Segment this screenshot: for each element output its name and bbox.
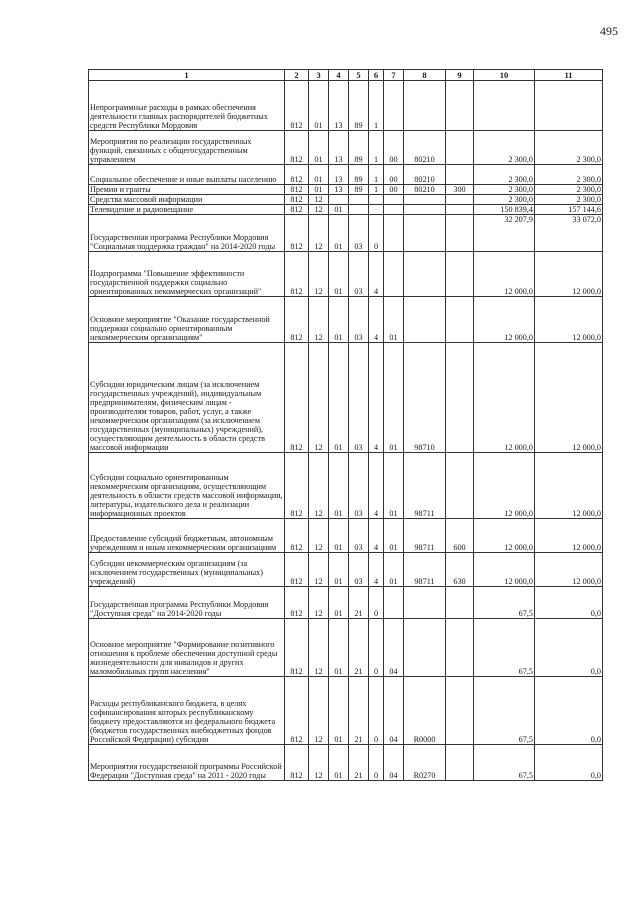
code-cell: 01 (329, 587, 349, 619)
code-cell: 01 (329, 619, 349, 677)
code-cell: 812 (285, 619, 309, 677)
amount-2020-cell: 157 144,6 (535, 205, 603, 215)
code-cell: 12 (309, 205, 329, 215)
code-cell (404, 297, 446, 343)
code-cell: 01 (384, 453, 404, 519)
amount-2020-cell: 0,0 (535, 587, 603, 619)
amount-2020-cell: 0,0 (535, 677, 603, 745)
code-cell: 812 (285, 165, 309, 185)
budget-table-body (89, 81, 603, 781)
code-cell (369, 195, 384, 205)
code-cell: R0000 (404, 677, 446, 745)
code-cell: 01 (329, 252, 349, 297)
row-name-cell: Государственная программа Республики Мордовия "Социальная поддержка граждан" на 2014-2020 годы (89, 215, 285, 252)
amount-2019-cell: 2 300,0 (474, 131, 535, 165)
amount-2019-cell (474, 81, 535, 131)
code-cell: 812 (285, 81, 309, 131)
code-cell: 12 (309, 587, 329, 619)
amount-2020-cell: 2 300,0 (535, 185, 603, 195)
code-cell: 812 (285, 215, 309, 252)
code-cell: 1 (369, 185, 384, 195)
code-cell: 4 (369, 453, 384, 519)
amount-2019-cell: 67,5 (474, 587, 535, 619)
col-header: 9 (446, 70, 474, 81)
table-row (89, 297, 603, 343)
amount-2019-cell: 2 300,0 (474, 195, 535, 205)
code-cell: 1 (369, 131, 384, 165)
table-row (89, 165, 603, 185)
code-cell: 0 (369, 745, 384, 781)
code-cell (404, 195, 446, 205)
row-name-cell: Телевидение и радиовещание (89, 205, 285, 215)
code-cell: 98711 (404, 453, 446, 519)
code-cell: 01 (329, 453, 349, 519)
code-cell: 812 (285, 195, 309, 205)
code-cell: 01 (329, 553, 349, 587)
code-cell: 00 (384, 165, 404, 185)
code-cell: 03 (349, 519, 369, 553)
code-cell: 812 (285, 252, 309, 297)
code-cell (384, 205, 404, 215)
code-cell (446, 131, 474, 165)
amount-2020-cell: 12 000,0 (535, 252, 603, 297)
code-cell: 01 (309, 131, 329, 165)
amount-2019-cell: 12 000,0 (474, 343, 535, 453)
table-row (89, 195, 603, 205)
code-cell: 01 (309, 81, 329, 131)
table-row (89, 81, 603, 131)
code-cell (446, 619, 474, 677)
code-cell: 03 (349, 297, 369, 343)
code-cell: 812 (285, 343, 309, 453)
code-cell: 812 (285, 453, 309, 519)
code-cell: R0270 (404, 745, 446, 781)
code-cell (329, 195, 349, 205)
code-cell: 21 (349, 619, 369, 677)
table-row (89, 343, 603, 453)
amount-2020-cell: 12 000,0 (535, 553, 603, 587)
amount-2019-cell: 12 000,0 (474, 297, 535, 343)
row-name-cell: Государственная программа Республики Мордовия "Доступная среда" на 2014-2020 годы (89, 587, 285, 619)
code-cell: 812 (285, 297, 309, 343)
col-header: 1 (89, 70, 285, 81)
code-cell (446, 215, 474, 252)
code-cell (446, 81, 474, 131)
code-cell: 4 (369, 297, 384, 343)
table-row (89, 185, 603, 195)
code-cell (446, 165, 474, 185)
col-header: 7 (384, 70, 404, 81)
code-cell: 03 (349, 343, 369, 453)
row-name-cell: Субсидии некоммерческим организациям (за исключением государственных (муниципальных) учреждений) (89, 553, 285, 587)
code-cell: 630 (446, 553, 474, 587)
code-cell: 300 (446, 185, 474, 195)
code-cell: 21 (349, 745, 369, 781)
code-cell (404, 205, 446, 215)
code-cell: 12 (309, 453, 329, 519)
code-cell: 98710 (404, 343, 446, 453)
code-cell (369, 205, 384, 215)
row-name-cell: Средства массовой информации (89, 195, 285, 205)
page-number: 495 (600, 24, 618, 38)
row-name-cell: Подпрограмма "Повышение эффективности государственной поддержки социально ориентированных некоммерческих организаций" (89, 252, 285, 297)
code-cell: 812 (285, 519, 309, 553)
code-cell: 03 (349, 553, 369, 587)
code-cell (384, 587, 404, 619)
code-cell: 13 (329, 131, 349, 165)
code-cell: 01 (329, 215, 349, 252)
code-cell: 21 (349, 587, 369, 619)
table-row (89, 619, 603, 677)
table-row (89, 215, 603, 252)
col-header: 3 (309, 70, 329, 81)
code-cell: 01 (309, 165, 329, 185)
col-header: 2 (285, 70, 309, 81)
code-cell: 89 (349, 131, 369, 165)
code-cell: 03 (349, 252, 369, 297)
code-cell (404, 215, 446, 252)
code-cell: 4 (369, 252, 384, 297)
row-name-cell: Субсидии юридическим лицам (за исключением государственных учреждений), индивидуальным предпринимателям, физическим лицам - производителям товаров, работ, услуг, а также некоммерческим организациям (за исключением государственных (муниципальных) учреждений), осуществляющим деятельность в области средств массовой информации (89, 343, 285, 453)
code-cell: 12 (309, 195, 329, 205)
code-cell: 4 (369, 519, 384, 553)
code-cell (446, 297, 474, 343)
code-cell: 12 (309, 745, 329, 781)
table-row (89, 553, 603, 587)
table-row (89, 131, 603, 165)
table-row (89, 745, 603, 781)
amount-2020-cell: 33 072,0 (535, 215, 603, 252)
code-cell: 12 (309, 619, 329, 677)
code-cell: 00 (384, 185, 404, 195)
code-cell: 01 (329, 677, 349, 745)
code-cell: 01 (329, 297, 349, 343)
row-name-cell: Непрограммные расходы в рамках обеспечения деятельности главных распорядителей бюджетных средств Республики Мордовия (89, 81, 285, 131)
code-cell: 12 (309, 343, 329, 453)
code-cell: 0 (369, 215, 384, 252)
amount-2019-cell: 32 207,9 (474, 215, 535, 252)
code-cell: 03 (349, 215, 369, 252)
amount-2020-cell: 12 000,0 (535, 453, 603, 519)
code-cell: 0 (369, 587, 384, 619)
code-cell: 80210 (404, 165, 446, 185)
col-header: 10 (474, 70, 535, 81)
amount-2019-cell: 67,5 (474, 677, 535, 745)
code-cell: 12 (309, 519, 329, 553)
code-cell (446, 252, 474, 297)
code-cell: 01 (329, 343, 349, 453)
code-cell: 12 (309, 553, 329, 587)
code-cell: 98711 (404, 519, 446, 553)
amount-2020-cell: 12 000,0 (535, 297, 603, 343)
code-cell: 812 (285, 205, 309, 215)
code-cell: 12 (309, 252, 329, 297)
code-cell: 89 (349, 81, 369, 131)
code-cell (446, 745, 474, 781)
code-cell: 600 (446, 519, 474, 553)
code-cell: 1 (369, 165, 384, 185)
row-name-cell: Расходы республиканского бюджета, в целях софинансирования которых республиканскому бюджету предоставляются из федерального бюджета (бюджетов государственных внебюджетных фондов Российской Федерации) субсидии (89, 677, 285, 745)
amount-2019-cell: 12 000,0 (474, 519, 535, 553)
code-cell (404, 252, 446, 297)
col-header: 4 (329, 70, 349, 81)
amount-2020-cell (535, 81, 603, 131)
col-header: 6 (369, 70, 384, 81)
code-cell: 01 (329, 205, 349, 215)
amount-2019-cell: 150 839,4 (474, 205, 535, 215)
amount-2020-cell: 0,0 (535, 745, 603, 781)
code-cell: 98711 (404, 553, 446, 587)
code-cell (446, 343, 474, 453)
code-cell: 04 (384, 745, 404, 781)
code-cell: 13 (329, 185, 349, 195)
row-name-cell: Предоставление субсидий бюджетным, автономным учреждениям и иным некоммерческим организациям (89, 519, 285, 553)
row-name-cell: Социальное обеспечение и иные выплаты населению (89, 165, 285, 185)
code-cell: 89 (349, 185, 369, 195)
code-cell: 00 (384, 131, 404, 165)
header-row (89, 70, 603, 81)
row-name-cell: Мероприятия по реализации государственных функций, связанных с общегосударственным управлением (89, 131, 285, 165)
table-row (89, 252, 603, 297)
row-name-cell: Основное мероприятие "Оказание государственной поддержки социально ориентированным некоммерческим организациям" (89, 297, 285, 343)
row-name-cell: Основное мероприятие "Формирование позитивного отношения к проблеме обеспечения доступной среды жизнедеятельности для инвалидов и других маломобильных групп населения" (89, 619, 285, 677)
code-cell: 01 (384, 519, 404, 553)
code-cell (384, 195, 404, 205)
table-row (89, 519, 603, 553)
code-cell: 01 (384, 297, 404, 343)
code-cell: 812 (285, 553, 309, 587)
code-cell (404, 587, 446, 619)
code-cell (446, 453, 474, 519)
code-cell: 01 (329, 745, 349, 781)
code-cell (384, 81, 404, 131)
row-name-cell: Мероприятия государственной программы Российской Федерации "Доступная среда" на 2011 - 2020 годы (89, 745, 285, 781)
amount-2020-cell: 12 000,0 (535, 519, 603, 553)
code-cell: 01 (384, 553, 404, 587)
code-cell: 13 (329, 81, 349, 131)
amount-2020-cell: 12 000,0 (535, 343, 603, 453)
code-cell: 812 (285, 677, 309, 745)
row-name-cell: Субсидии социально ориентированным некоммерческим организациям, осуществляющим деятельность в области средств массовой информации, литературы, издательского дела и реализации информационных проектов (89, 453, 285, 519)
code-cell: 13 (329, 165, 349, 185)
amount-2019-cell: 12 000,0 (474, 453, 535, 519)
code-cell: 1 (369, 81, 384, 131)
code-cell: 812 (285, 745, 309, 781)
code-cell: 01 (384, 343, 404, 453)
row-name-cell: Премии и гранты (89, 185, 285, 195)
amount-2019-cell: 12 000,0 (474, 252, 535, 297)
amount-2020-cell: 2 300,0 (535, 195, 603, 205)
code-cell (384, 252, 404, 297)
amount-2019-cell: 67,5 (474, 745, 535, 781)
code-cell: 03 (349, 453, 369, 519)
code-cell (404, 81, 446, 131)
amount-2019-cell: 67,5 (474, 619, 535, 677)
amount-2019-cell: 2 300,0 (474, 165, 535, 185)
table-row (89, 453, 603, 519)
code-cell: 89 (349, 165, 369, 185)
col-header: 5 (349, 70, 369, 81)
code-cell: 812 (285, 587, 309, 619)
amount-2019-cell: 2 300,0 (474, 185, 535, 195)
code-cell (404, 619, 446, 677)
code-cell: 80210 (404, 185, 446, 195)
code-cell (446, 587, 474, 619)
col-header: 8 (404, 70, 446, 81)
table-row (89, 587, 603, 619)
code-cell: 0 (369, 619, 384, 677)
table-row (89, 677, 603, 745)
code-cell: 04 (384, 677, 404, 745)
code-cell (446, 205, 474, 215)
code-cell: 812 (285, 185, 309, 195)
code-cell (349, 205, 369, 215)
code-cell (446, 195, 474, 205)
code-cell: 4 (369, 553, 384, 587)
code-cell: 01 (309, 185, 329, 195)
code-cell: 80210 (404, 131, 446, 165)
code-cell (446, 677, 474, 745)
table-row (89, 205, 603, 215)
code-cell: 04 (384, 619, 404, 677)
col-header: 11 (535, 70, 603, 81)
code-cell: 21 (349, 677, 369, 745)
code-cell (384, 215, 404, 252)
code-cell: 12 (309, 677, 329, 745)
amount-2020-cell: 0,0 (535, 619, 603, 677)
code-cell: 812 (285, 131, 309, 165)
amount-2020-cell: 2 300,0 (535, 131, 603, 165)
code-cell: 0 (369, 677, 384, 745)
code-cell (349, 195, 369, 205)
amount-2019-cell: 12 000,0 (474, 553, 535, 587)
amount-2020-cell: 2 300,0 (535, 165, 603, 185)
code-cell: 4 (369, 343, 384, 453)
code-cell: 01 (329, 519, 349, 553)
budget-table (88, 69, 603, 781)
code-cell: 12 (309, 215, 329, 252)
code-cell: 12 (309, 297, 329, 343)
